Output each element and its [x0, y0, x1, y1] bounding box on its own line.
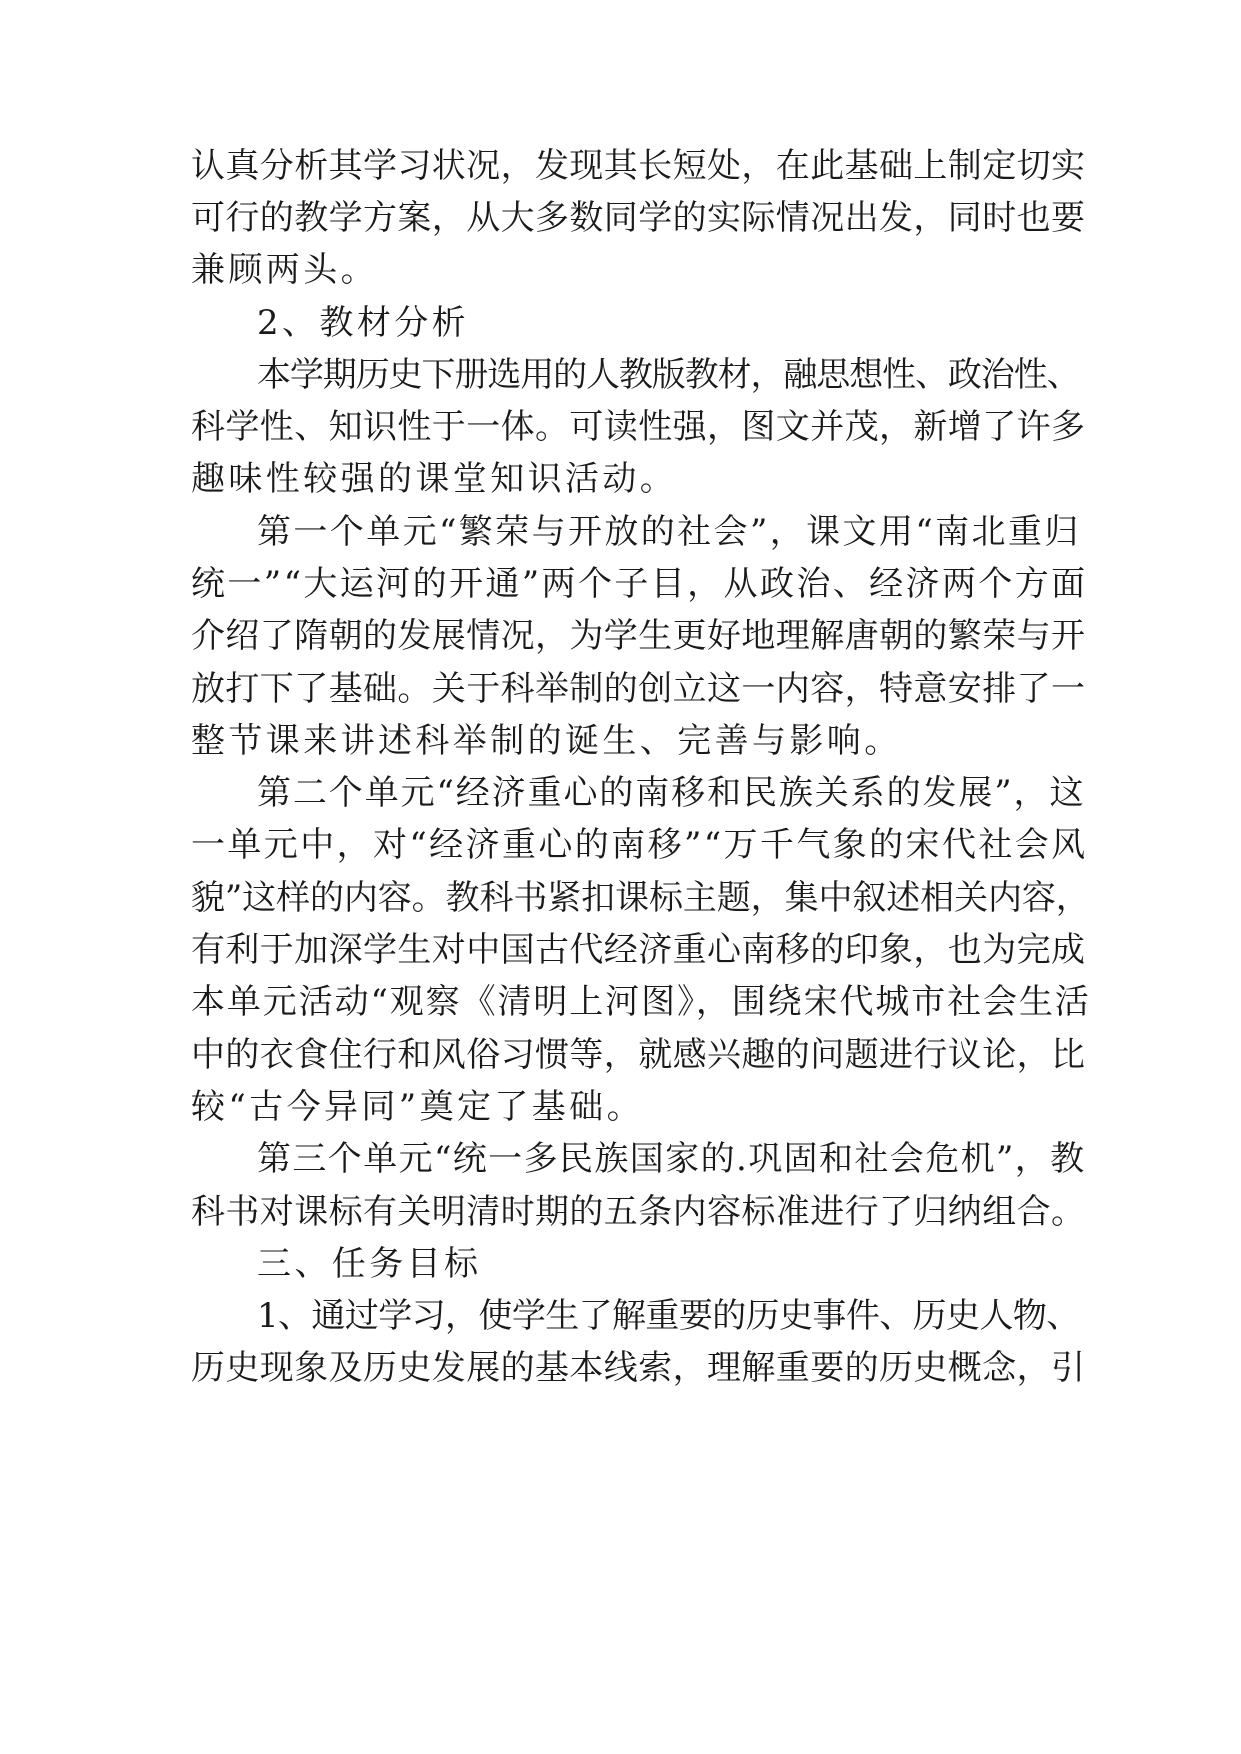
- text-line: 第三个单元“统一多民族国家的.巩固和社会危机”，教: [257, 1139, 1086, 1179]
- text-line: 趣味性较强的课堂知识活动。: [191, 459, 678, 499]
- text-line: 历史现象及历史发展的基本线索，理解重要的历史概念，引: [191, 1348, 1086, 1388]
- text-line: 认真分析其学习状况，发现其长短处，在此基础上制定切实: [191, 146, 1086, 186]
- text-line: 本单元活动“观察《清明上河图》，围绕宋代城市社会生活: [191, 982, 1091, 1022]
- text-line: 1、通过学习，使学生了解重要的历史事件、历史人物、: [257, 1296, 1080, 1336]
- text-line: 兼顾两头。: [191, 250, 378, 290]
- text-line: 本学期历史下册选用的人教版教材，融思想性、政治性、: [257, 355, 1080, 395]
- text-line: 科书对课标有关明清时期的五条内容标准进行了归纳组合。: [191, 1192, 1086, 1232]
- text-line: 第一个单元“繁荣与开放的社会”，课文用“南北重归: [257, 512, 1081, 552]
- text-line: 放打下了基础。关于科举制的创立这一内容，特意安排了一: [191, 669, 1086, 709]
- text-line: 可行的教学方案，从大多数同学的实际情况出发，同时也要: [191, 198, 1086, 238]
- text-line: 貌”这样的内容。教科书紧扣课标主题，集中叙述相关内容，: [191, 878, 1090, 918]
- text-line: 较“古今异同”奠定了基础。: [191, 1087, 644, 1127]
- text-line: 统一”“大运河的开通”两个子目，从政治、经济两个方面: [191, 564, 1088, 604]
- section-heading: 三、任务目标: [257, 1244, 482, 1284]
- section-heading: 2、教材分析: [257, 303, 470, 343]
- text-line: 中的衣食住行和风俗习惯等，就感兴趣的问题进行议论，比: [191, 1035, 1086, 1075]
- text-line: 有利于加深学生对中国古代经济重心南移的印象，也为完成: [191, 930, 1086, 970]
- text-line: 第二个单元“经济重心的南移和民族关系的发展”，这: [257, 773, 1086, 813]
- text-line: 介绍了隋朝的发展情况，为学生更好地理解唐朝的繁荣与开: [191, 616, 1086, 656]
- text-line: 一单元中，对“经济重心的南移”“万千气象的宋代社会风: [191, 825, 1088, 865]
- text-line: 整节课来讲述科举制的诞生、完善与影响。: [191, 721, 902, 761]
- text-line: 科学性、知识性于一体。可读性强，图文并茂，新增了许多: [191, 407, 1086, 447]
